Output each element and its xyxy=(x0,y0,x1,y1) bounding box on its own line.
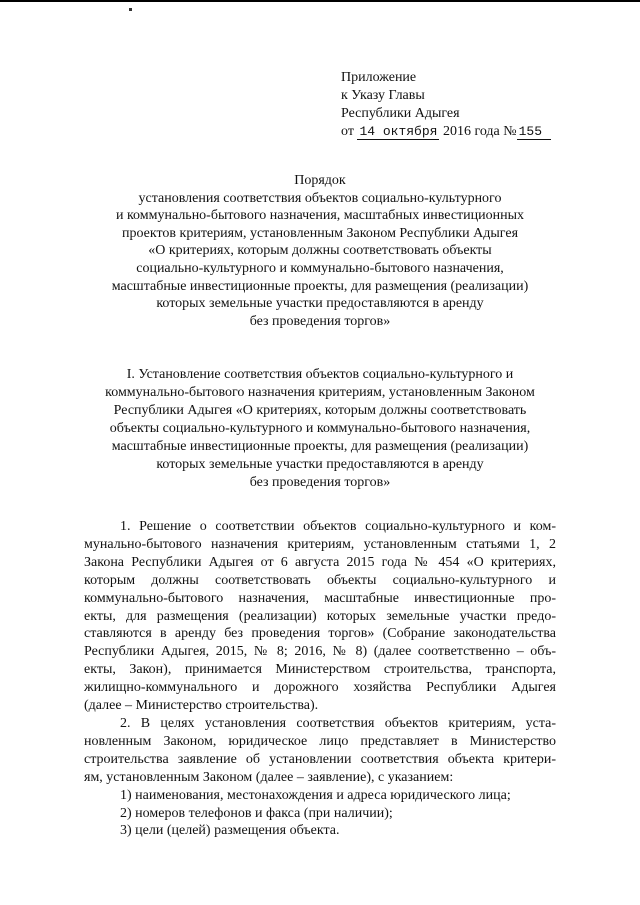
decree-date: 14 октября xyxy=(359,124,438,139)
date-suffix: 2016 года № xyxy=(442,124,517,139)
stamp-line-decree: к Указу Главы xyxy=(341,88,425,103)
paragraph-1-line: жилищно-коммунального и дорожного хозяйства Республики Адыгея xyxy=(84,680,556,696)
body-text xyxy=(84,518,556,840)
title-line: «О критериях, которым должны соответствовать объекты xyxy=(148,243,492,259)
paragraph-1-line: екты, Закон), принимается Министерством строительства, транспорта, xyxy=(84,662,556,678)
top-border-line xyxy=(0,0,640,2)
section-heading xyxy=(92,366,548,492)
section-line: Республики Адыгея «О критериях, которым должны соответствовать xyxy=(113,403,527,418)
section-line: масштабные инвестиционные проекты, для размещения (реализации) xyxy=(111,439,529,454)
title-heading: Порядок xyxy=(294,173,346,188)
title-line: и коммунально-бытового назначения, масштабных инвестиционных xyxy=(115,208,525,224)
paragraph-1-line: Республики Адыгея, 2015, № 8; 2016, № 8) (далее соответственно – объ- xyxy=(84,644,556,660)
appendix-stamp xyxy=(341,69,601,141)
paragraph-2-line: новленным Законом, юридическое лицо представляет в Министерство xyxy=(84,733,556,749)
paragraph-2-line: 2. В целях установления соответствия объектов критериям, уста- xyxy=(120,715,556,731)
paragraph-2-line: ям, установленным Законом (далее – заявление), с указанием: xyxy=(84,769,454,785)
paragraph-1-line: 1. Решение о соответствии объектов социально-культурного и ком- xyxy=(120,519,556,534)
paragraph-1-line: которым должны соответствовать объекты социально-культурного и xyxy=(84,572,556,588)
title-line: масштабные инвестиционные проекты, для размещения (реализации) xyxy=(111,278,529,294)
section-line: коммунально-бытового назначения критериям, установленным Законом xyxy=(105,385,535,400)
list-item: 2) номеров телефонов и факса (при наличии); xyxy=(120,805,393,821)
paragraph-1-line: коммунально-бытового назначения, масштабные инвестиционные про- xyxy=(84,590,556,606)
stamp-line-appendix: Приложение xyxy=(341,70,417,85)
title-line: без проведения торгов» xyxy=(249,313,391,329)
decree-number: 155 xyxy=(517,125,551,140)
paragraph-2-line: строительства заявление об установлении соответствия объекта критери- xyxy=(84,751,556,767)
stamp-line-republic: Республики Адыгея xyxy=(341,106,460,121)
title-line: которых земельные участки предоставляются в аренду xyxy=(156,296,484,312)
scan-mark xyxy=(129,8,132,11)
section-line: I. Установление соответствия объектов социально-культурного и xyxy=(126,367,514,382)
section-line: объекты социально-культурного и коммунально-бытового назначения, xyxy=(109,421,531,436)
list-item: 1) наименования, местонахождения и адреса юридического лица; xyxy=(120,787,511,803)
paragraph-1-line: (далее – Министерство строительства). xyxy=(84,698,319,714)
paragraph-1-line: Закона Республики Адыгея от 6 августа 2015 года № 454 «О критериях, xyxy=(84,554,556,570)
list-item: 3) цели (целей) размещения объекта. xyxy=(120,823,340,839)
title-line: проектов критериям, установленным Законом Республики Адыгея xyxy=(121,225,519,241)
title-line: социально-культурного и коммунально-бытового назначения, xyxy=(136,260,504,276)
paragraph-1-line: мунально-бытового назначения критериям, установленным статьями 1, 2 xyxy=(84,536,556,552)
date-prefix: от xyxy=(341,124,354,139)
stamp-line-date xyxy=(341,123,601,141)
paragraph-1-line: ставляются в аренду без проведения торгов» (Собрание законодательства xyxy=(84,626,556,642)
section-line: которых земельные участки предоставляются в аренду xyxy=(156,457,484,472)
title-line: установления соответствия объектов социально-культурного xyxy=(138,190,502,206)
section-line: без проведения торгов» xyxy=(249,475,391,490)
paragraph-1-line: екты, для размещения (реализации) которых земельные участки предо- xyxy=(84,608,556,624)
document-title xyxy=(92,172,548,330)
